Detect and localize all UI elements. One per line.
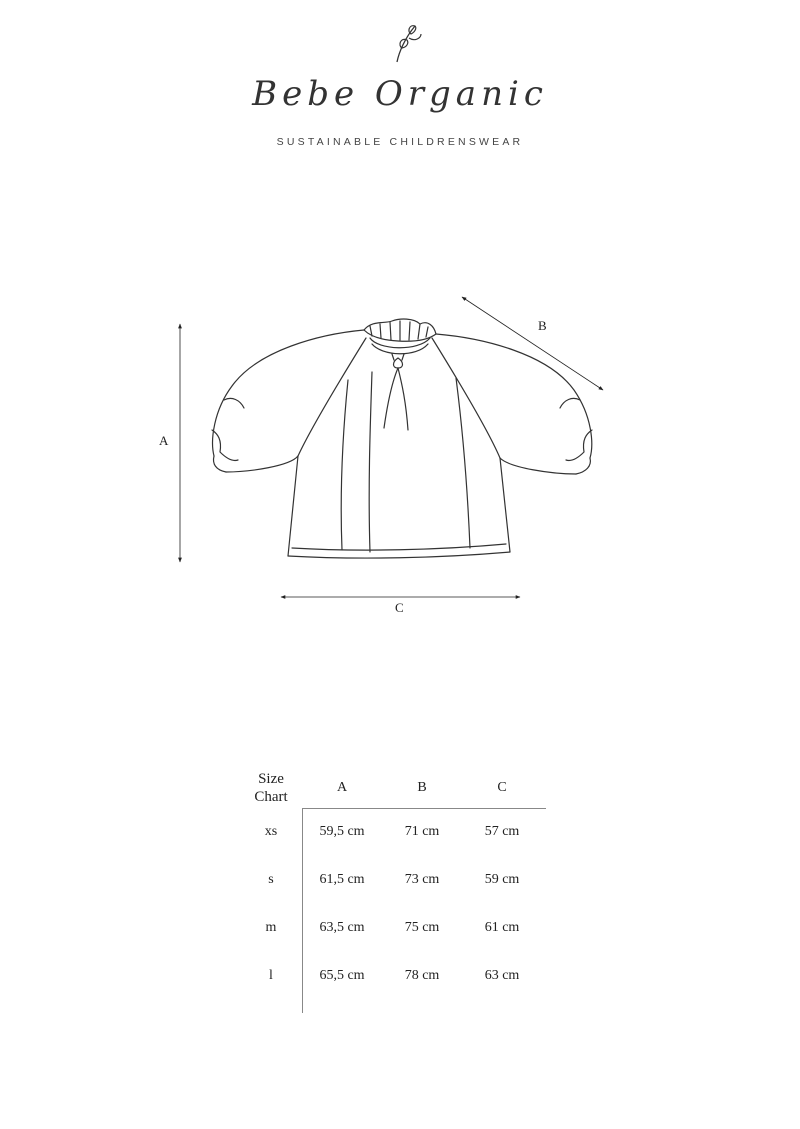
size-chart-title-line2: Chart xyxy=(254,789,288,805)
column-header-c: C xyxy=(497,780,507,795)
measurement-cell: 61 cm xyxy=(484,920,520,935)
garment-diagram xyxy=(0,280,800,630)
size-chart-title-line1: Size xyxy=(258,771,284,787)
size-label: s xyxy=(268,872,274,887)
table-row xyxy=(240,856,542,904)
measurement-cell: 65,5 cm xyxy=(319,968,365,983)
blouse-outline xyxy=(212,319,592,558)
table-row xyxy=(240,904,542,952)
brand-header xyxy=(0,0,800,160)
measurement-cell: 78 cm xyxy=(404,968,440,983)
measurement-cell: 57 cm xyxy=(484,824,520,839)
measurement-cell: 61,5 cm xyxy=(319,872,365,887)
dimension-c-label: C xyxy=(395,600,404,615)
leaf-sprig-icon xyxy=(385,16,425,66)
column-header-b: B xyxy=(417,780,427,795)
size-label: m xyxy=(265,920,277,935)
table-row xyxy=(240,952,542,1000)
dimension-b-label: B xyxy=(538,318,547,333)
dimension-a-label: A xyxy=(159,433,169,448)
dimension-b-arrow xyxy=(462,297,603,390)
size-chart-table xyxy=(240,768,542,1000)
measurement-cell: 71 cm xyxy=(404,824,440,839)
table-row xyxy=(240,808,542,856)
size-label: xs xyxy=(264,824,278,839)
blouse-outline-drawing xyxy=(0,280,800,630)
measurement-cell: 63,5 cm xyxy=(319,920,365,935)
measurement-cell: 75 cm xyxy=(404,920,440,935)
brand-name: Bebe Organic xyxy=(252,74,548,114)
measurement-cell: 63 cm xyxy=(484,968,520,983)
size-label: l xyxy=(269,968,273,983)
size-chart-title xyxy=(240,768,302,808)
measurement-cell: 73 cm xyxy=(404,872,440,887)
brand-tagline: SUSTAINABLE CHILDRENSWEAR xyxy=(276,136,524,148)
measurement-cell: 59,5 cm xyxy=(319,824,365,839)
measurement-cell: 59 cm xyxy=(484,872,520,887)
column-header-a: A xyxy=(336,780,348,795)
